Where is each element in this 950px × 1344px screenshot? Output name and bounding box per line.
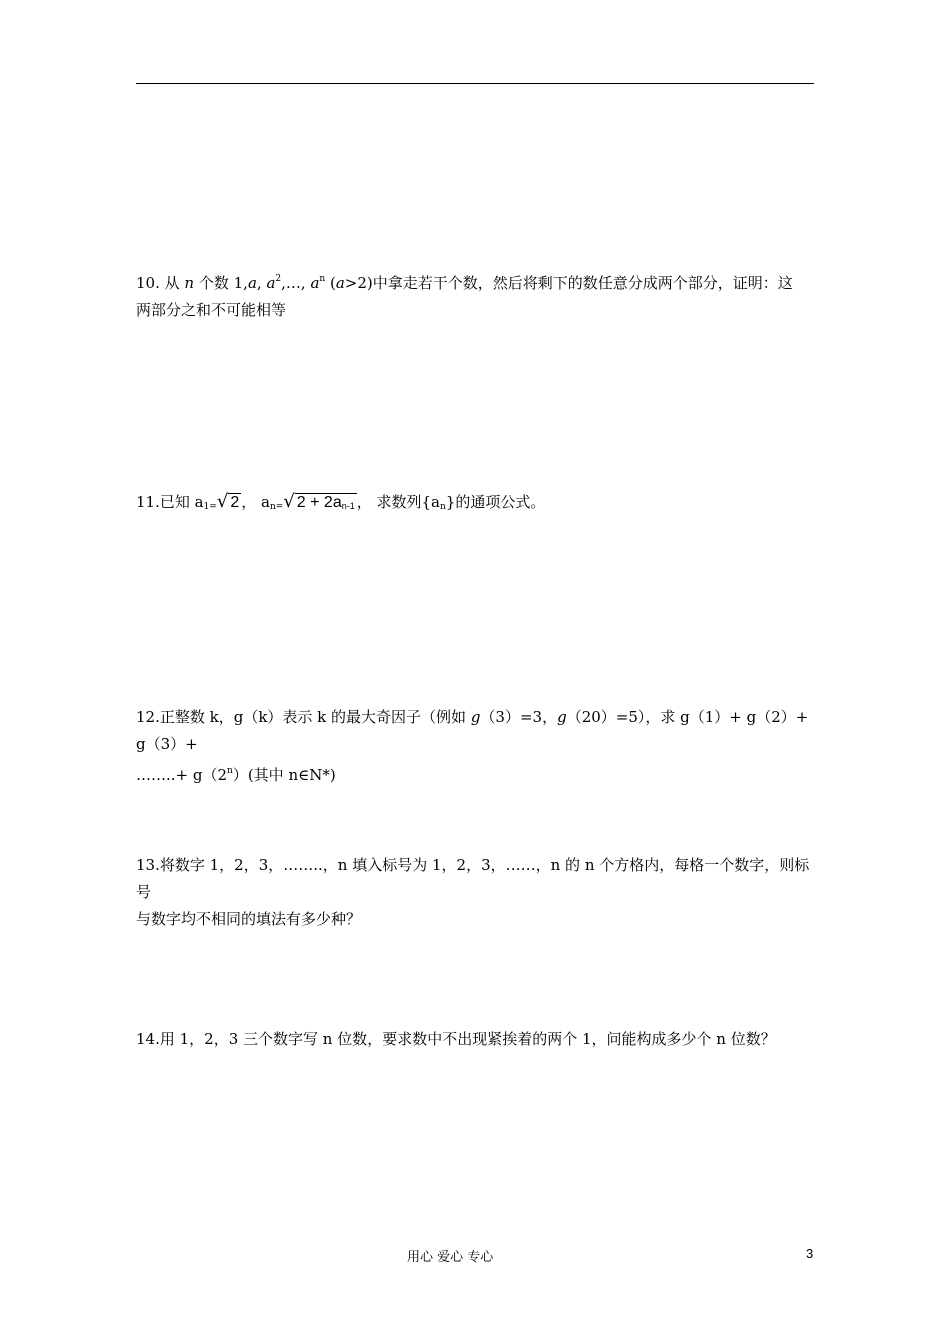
- question-13-line-1: 13.将数字 1，2，3，……..，n 填入标号为 1，2，3，……，n 的 n 个方格内，每格一个数字，则标号: [136, 856, 810, 901]
- question-10-line-1: 10. 从 n 个数 1,a, $a^2,\dots$, $a^n$ (a>2)中拿走若干个数，然后将剩下的数任意分成两个部分，证明：这: [136, 274, 793, 292]
- question-11: 11.已知 $a_{1=}√$ 2 ， $a_{n=}√$ $2 + 2a_{n-1}$ ， 求数列$\{a_n\}$的通项公式。: [136, 488, 816, 521]
- question-12-line-1: 12.正整数 k，g（k）表示 k 的最大奇因子（例如 g（3）=3，g（20）=5），求 g（1）+ g（2）+ g（3）+: [136, 708, 809, 753]
- header-rule: [136, 83, 814, 84]
- question-12: [136, 704, 816, 789]
- page-number: 3: [806, 1246, 814, 1261]
- question-14: 14.用 1，2，3 三个数字写 n 位数，要求数中不出现紧挨着的两个 1，问能构成多少个 n 位数？: [136, 1030, 776, 1048]
- sqrt-2-formula: √ 2: [216, 491, 240, 512]
- footer-motto: 用心 爱心 专心: [407, 1250, 494, 1265]
- question-10-line-2: 两部分之和不可能相等: [136, 301, 287, 319]
- question-12-line-2: ……..+ $g(2^n)$(其中 n∈N*): [136, 766, 336, 784]
- question-10: [136, 266, 816, 324]
- sqrt-recurrence-formula: √ $2 + 2a_{n-1}$: [283, 491, 355, 512]
- question-13: [136, 852, 816, 933]
- question-13-line-2: 与数字均不相同的填法有多少种？: [136, 910, 362, 928]
